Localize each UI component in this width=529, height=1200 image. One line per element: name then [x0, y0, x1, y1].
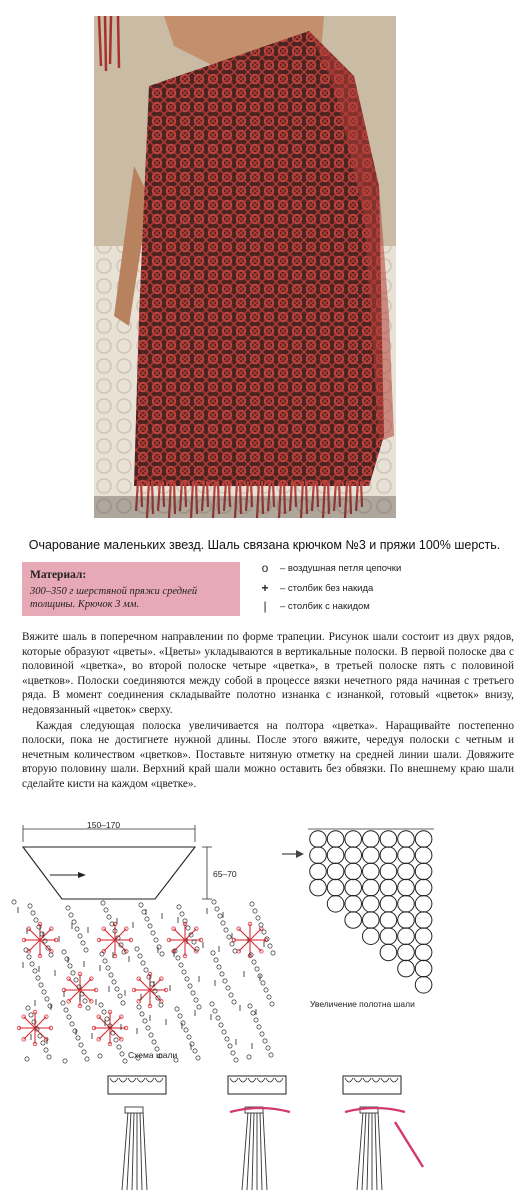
diagram-svg — [0, 822, 529, 1200]
legend-label: – столбик с накидом — [280, 601, 370, 612]
legend-label: – столбик без накида — [280, 583, 374, 594]
legend-item-single-crochet — [258, 583, 458, 597]
legend-item-double-crochet — [258, 601, 458, 615]
increase-label: Увеличение полотна шали — [310, 999, 415, 1009]
increase-circles — [308, 829, 434, 993]
material-description: 300–350 г шерстяной пряжи средней толщины. Крючок 3 мм. — [30, 586, 198, 610]
crochet-chart — [12, 900, 275, 1063]
plus-icon: + — [261, 581, 269, 595]
shawl-photo-image — [94, 16, 396, 518]
shawl-photo — [94, 16, 396, 518]
width-label: 150–170 — [87, 820, 121, 830]
material-box — [22, 562, 240, 616]
instructions-text — [22, 630, 514, 792]
vertical-bar-icon: | — [263, 599, 267, 613]
fringe-steps — [108, 1076, 423, 1190]
instructions-paragraph-2: Каждая следующая полоска увеличивается на полтора «цветка». Наращивайте постепенно полоски, пока не достигнете нужной длины. После этого вяжите, чередуя полоски с четным и нечетным количеством «цветков». Поставьте нитяную отметку на средней линии шали. Довяжите вторую половину шали. Верхний край шали можно оставить без обвязки. По внешнему краю шали сделайте кисти на каждом «цветке». — [22, 719, 514, 790]
instructions-paragraph-1: Вяжите шаль в поперечном направлении по форме трапеции. Рисунок шали состоит из двух рядов, которые образуют «цветы». «Цветы» укладываются в вертикальные полоски. В первой полоске два с половиной «цветка», во второй полоске четыре «цветка», в третьей полоске пять с половиной «цветков». Полоски соединяются между собой в процессе вязки нечетного ряда начиная с третьего ряда. В момент соединения складывайте полотно изнанка с изнанкой, готовый «цветок» внизу, недовязанный «цветок» сверху. — [22, 631, 514, 716]
photo-caption: Очарование маленьких звезд. Шаль связана крючком №3 и пряжи 100% шерсть. — [28, 538, 501, 552]
legend-label: – воздушная петля цепочки — [280, 563, 402, 574]
height-label: 65–70 — [213, 869, 237, 879]
scheme-label: Схема шали — [128, 1050, 178, 1060]
material-title: Материал: — [30, 569, 87, 581]
legend-item-chain — [258, 563, 458, 577]
arrow-right-icon — [282, 850, 304, 858]
diagrams-area — [0, 822, 529, 1200]
trapezoid-shape — [23, 825, 212, 899]
open-circle-icon: o — [261, 561, 269, 575]
